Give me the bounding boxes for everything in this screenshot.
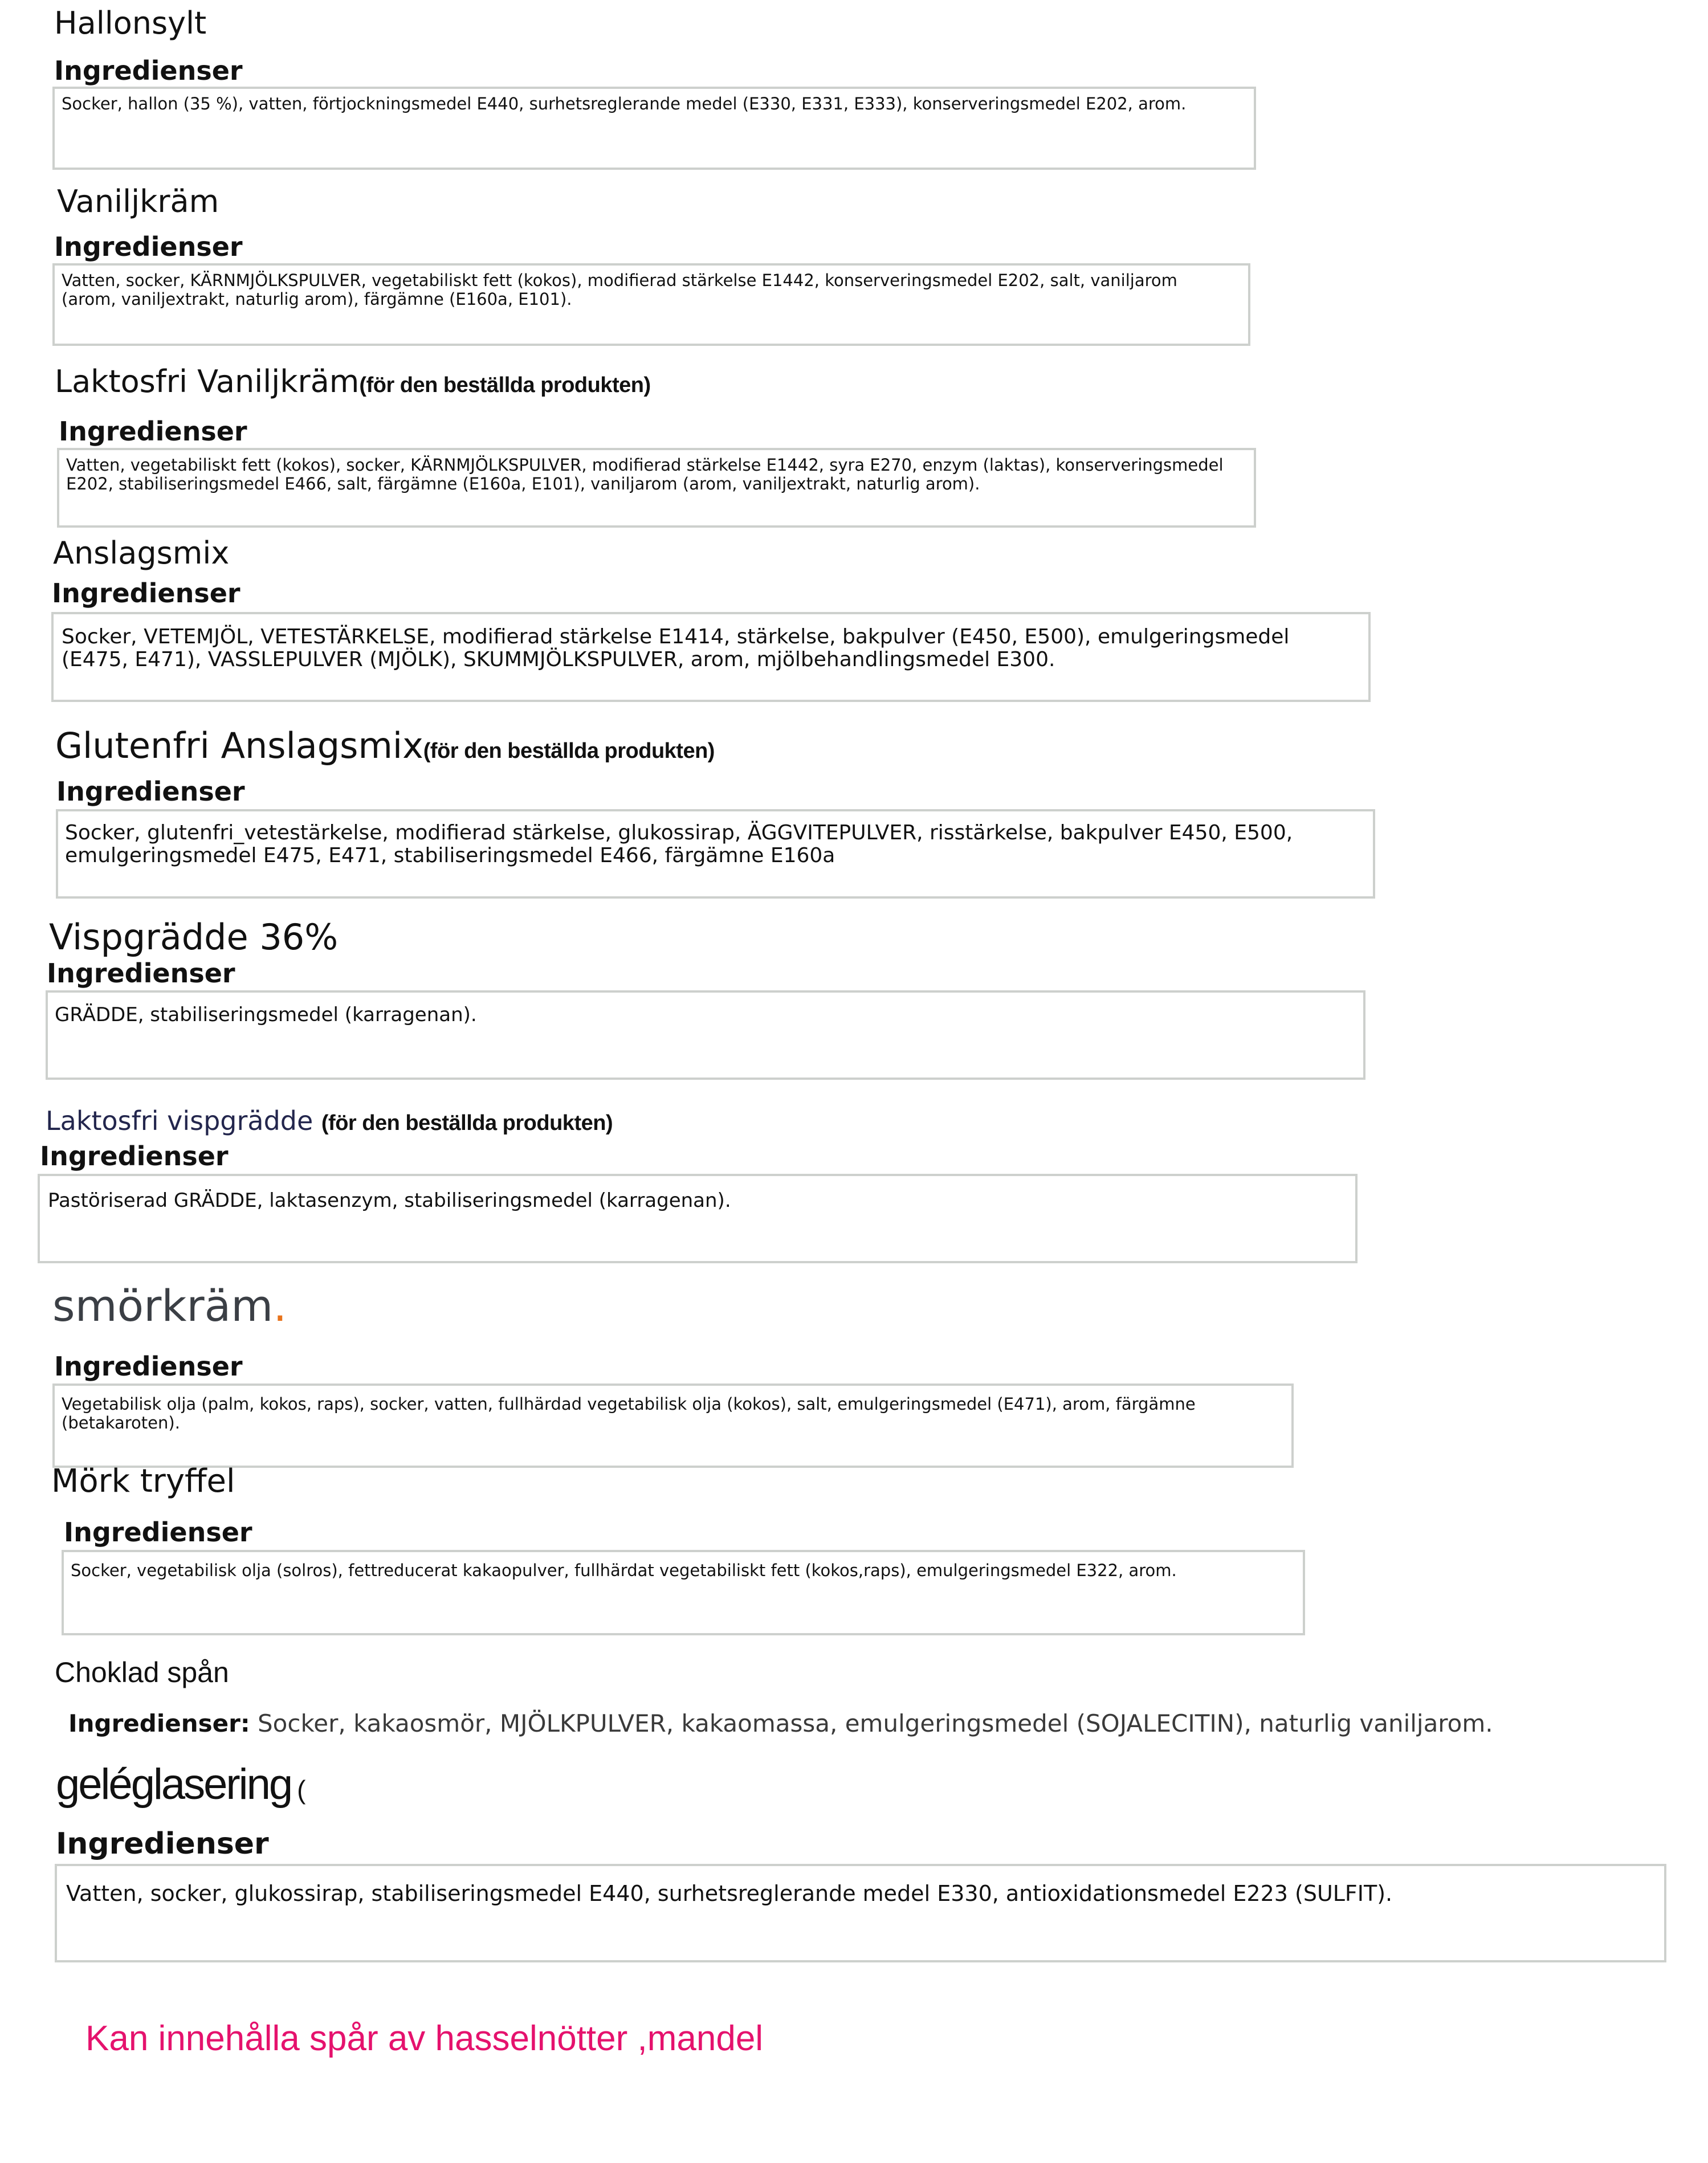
ingredients-text-anslagsmix: Socker, VETEMJÖL, VETESTÄRKELSE, modifierad stärkelse E1414, stärkelse, bakpulver (E450, E500), emulgeringsmedel (E475, E471), VASSLEPULVER (MJÖLK), SKUMMJÖLKSPULVER, arom, mjölbehandlingsmedel E300. <box>62 625 1290 671</box>
ingredients-box-gelglasering <box>55 1864 1666 1962</box>
ingredients-text-glutenfri-anslagsmix: Socker, glutenfri_vetestärkelse, modifierad stärkelse, glukossirap, ÄGGVITEPULVER, risstärkelse, bakpulver E450, E500, emulgeringsmedel E475, E471, stabiliseringsmedel E466, färgämne E160a <box>65 821 1293 867</box>
ingredients-box-vaniljkram <box>52 263 1250 346</box>
title-text: Glutenfri Anslagsmix <box>55 725 423 766</box>
product-title-vaniljkram: Vaniljkräm <box>57 183 219 219</box>
ingredients-label: Ingredienser <box>64 1517 252 1548</box>
ingredients-label: Ingredienser <box>56 1827 269 1861</box>
ordered-product-note: (för den beställda produkten) <box>321 1111 613 1135</box>
ingredients-label: Ingredienser <box>54 1351 243 1382</box>
product-title-vispgradde: Vispgrädde 36% <box>49 916 339 958</box>
title-text: smörkräm <box>52 1280 274 1331</box>
ingredients-text-smorkram: Vegetabilisk olja (palm, kokos, raps), socker, vatten, fullhärdad vegetabilisk olja (kokos), salt, emulgeringsmedel (E471), arom, färgämne (betakaroten). <box>62 1394 1196 1433</box>
title-text: Laktosfri Vaniljkräm <box>55 364 360 399</box>
ingredients-box-smorkram <box>52 1383 1294 1468</box>
product-title-mork-tryffel: Mörk tryffel <box>51 1463 235 1500</box>
ordered-product-note: (för den beställda produkten) <box>359 373 651 397</box>
ingredients-label: Ingredienser <box>54 231 243 262</box>
ingredients-line-choklad-span <box>68 1709 1493 1737</box>
ingredients-label: Ingredienser <box>59 416 247 447</box>
product-title-smorkram <box>52 1280 287 1331</box>
title-dot: . <box>273 1280 287 1331</box>
ingredients-label: Ingredienser <box>54 55 243 86</box>
product-title-choklad-span: Choklad spån <box>55 1656 229 1688</box>
ingredients-label: Ingredienser <box>56 776 245 807</box>
ingredients-box-anslagsmix <box>51 612 1371 702</box>
ingredients-text-vaniljkram: Vatten, socker, KÄRNMJÖLKSPULVER, vegetabiliskt fett (kokos), modifierad stärkelse E1442, konserveringsmedel E202, salt, vaniljarom (arom, vaniljextrakt, naturlig arom), färgämne (E160a, E101). <box>62 271 1177 309</box>
ingredients-box-laktosfri-vaniljkram <box>57 448 1256 528</box>
product-title-anslagsmix: Anslagsmix <box>53 535 230 571</box>
ingredients-text-gelglasering: Vatten, socker, glukossirap, stabiliseringsmedel E440, surhetsreglerande medel E330, antioxidationsmedel E223 (SULFIT). <box>66 1881 1393 1906</box>
product-title-gelglasering <box>56 1760 304 1809</box>
product-title-hallonsylt: Hallonsylt <box>54 5 207 41</box>
ingredients-box-glutenfri-anslagsmix <box>56 809 1375 899</box>
ingredients-label: Ingredienser <box>47 958 235 989</box>
ingredients-text-vispgradde: GRÄDDE, stabiliseringsmedel (karragenan). <box>55 1003 477 1026</box>
product-title-laktosfri-vispgradde <box>46 1105 613 1136</box>
product-title-glutenfri-anslagsmix <box>55 725 715 766</box>
ingredients-box-mork-tryffel <box>62 1550 1305 1635</box>
ingredients-box-hallonsylt <box>52 87 1256 170</box>
ingredients-box-vispgradde <box>46 990 1365 1080</box>
ingredients-text-laktosfri-vaniljkram: Vatten, vegetabiliskt fett (kokos), socker, KÄRNMJÖLKSPULVER, modifierad stärkelse E1442, syra E270, enzym (laktas), konserveringsmedel E202, stabiliseringsmedel E466, salt, färgämne (E160a, E101), vaniljarom (arom, vaniljextrakt, naturlig arom). <box>66 455 1224 493</box>
ingredients-box-laktosfri-vispgradde <box>38 1174 1358 1263</box>
ingredients-text-mork-tryffel: Socker, vegetabilisk olja (solros), fettreducerat kakaopulver, fullhärdat vegetabiliskt fett (kokos,raps), emulgeringsmedel E322, arom. <box>71 1561 1177 1580</box>
ingredients-label: Ingredienser <box>40 1141 229 1172</box>
ingredients-label: Ingredienser: <box>68 1709 250 1737</box>
title-text: Laktosfri vispgrädde <box>46 1105 313 1136</box>
ingredients-text-choklad-span: Socker, kakaosmör, MJÖLKPULVER, kakaomassa, emulgeringsmedel (SOJALECITIN), naturlig vaniljarom. <box>258 1709 1493 1737</box>
title-paren: ( <box>297 1775 304 1805</box>
ingredients-label: Ingredienser <box>52 578 240 609</box>
title-text: geléglasering <box>56 1760 292 1809</box>
ingredients-text-laktosfri-vispgradde: Pastöriserad GRÄDDE, laktasenzym, stabiliseringsmedel (karragenan). <box>48 1189 731 1212</box>
ingredients-text-hallonsylt: Socker, hallon (35 %), vatten, förtjockningsmedel E440, surhetsreglerande medel (E330, E331, E333), konserveringsmedel E202, arom. <box>62 94 1187 113</box>
ordered-product-note: (för den beställda produkten) <box>423 739 715 763</box>
product-title-laktosfri-vaniljkram <box>55 366 651 397</box>
allergy-warning: Kan innehålla spår av hasselnötter ,mandel <box>85 2019 764 2058</box>
